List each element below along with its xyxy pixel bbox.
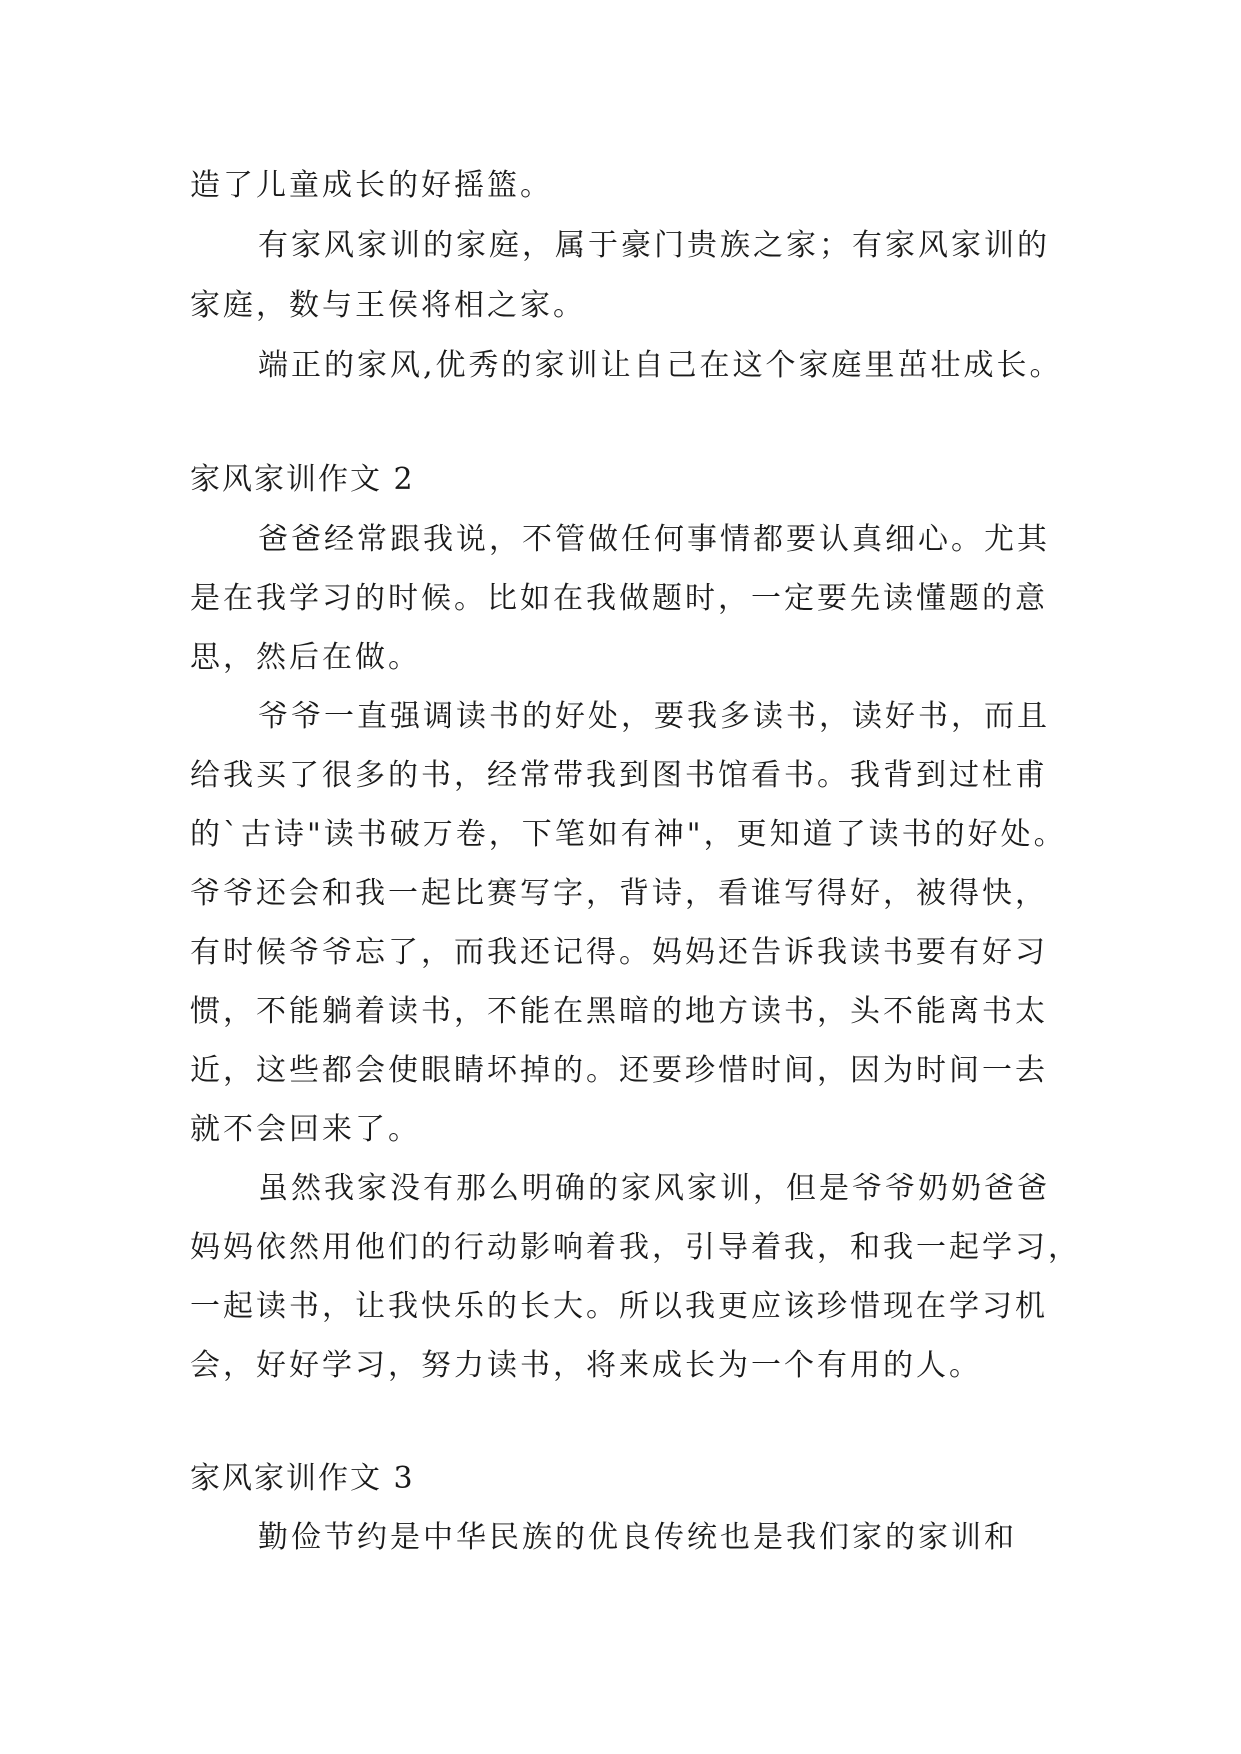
paragraph-line: 爷爷一直强调读书的好处，要我多读书，读好书，而且 xyxy=(258,699,1050,734)
paragraph-line: 有家风家训的家庭，属于豪门贵族之家；有家风家训的 xyxy=(258,228,1050,263)
paragraph-line: 思，然后在做。 xyxy=(190,640,421,675)
section-heading: 家风家训作文 2 xyxy=(190,462,415,497)
paragraph-line: 爸爸经常跟我说，不管做任何事情都要认真细心。尤其 xyxy=(258,522,1050,557)
paragraph-line: 有时候爷爷忘了，而我还记得。妈妈还告诉我读书要有好习 xyxy=(190,935,1048,970)
paragraph-line: 端正的家风,优秀的家训让自己在这个家庭里茁壮成长。 xyxy=(258,348,1063,383)
paragraph-line: 给我买了很多的书，经常带我到图书馆看书。我背到过杜甫 xyxy=(190,758,1048,793)
paragraph-line: 惯，不能躺着读书，不能在黑暗的地方读书，头不能离书太 xyxy=(190,994,1048,1029)
paragraph-line: 是在我学习的时候。比如在我做题时，一定要先读懂题的意 xyxy=(190,581,1048,616)
paragraph-line: 爷爷还会和我一起比赛写字，背诗，看谁写得好，被得快， xyxy=(190,876,1048,911)
paragraph-line: 会，好好学习，努力读书，将来成长为一个有用的人。 xyxy=(190,1348,982,1383)
section-heading: 家风家训作文 3 xyxy=(190,1461,415,1496)
paragraph-line: 就不会回来了。 xyxy=(190,1112,421,1147)
paragraph-line: 虽然我家没有那么明确的家风家训，但是爷爷奶奶爸爸 xyxy=(258,1171,1050,1206)
paragraph-line: 的`古诗"读书破万卷，下笔如有神"，更知道了读书的好处。 xyxy=(190,817,1067,852)
paragraph-line: 近，这些都会使眼睛坏掉的。还要珍惜时间，因为时间一去 xyxy=(190,1053,1048,1088)
paragraph-line: 勤俭节约是中华民族的优良传统也是我们家的家训和 xyxy=(258,1520,1017,1555)
paragraph-line: 妈妈依然用他们的行动影响着我，引导着我，和我一起学习， xyxy=(190,1230,1081,1265)
paragraph-line: 一起读书，让我快乐的长大。所以我更应该珍惜现在学习机 xyxy=(190,1289,1048,1324)
paragraph-line: 造了儿童成长的好摇篮。 xyxy=(190,168,553,203)
paragraph-line: 家庭，数与王侯将相之家。 xyxy=(190,288,586,323)
